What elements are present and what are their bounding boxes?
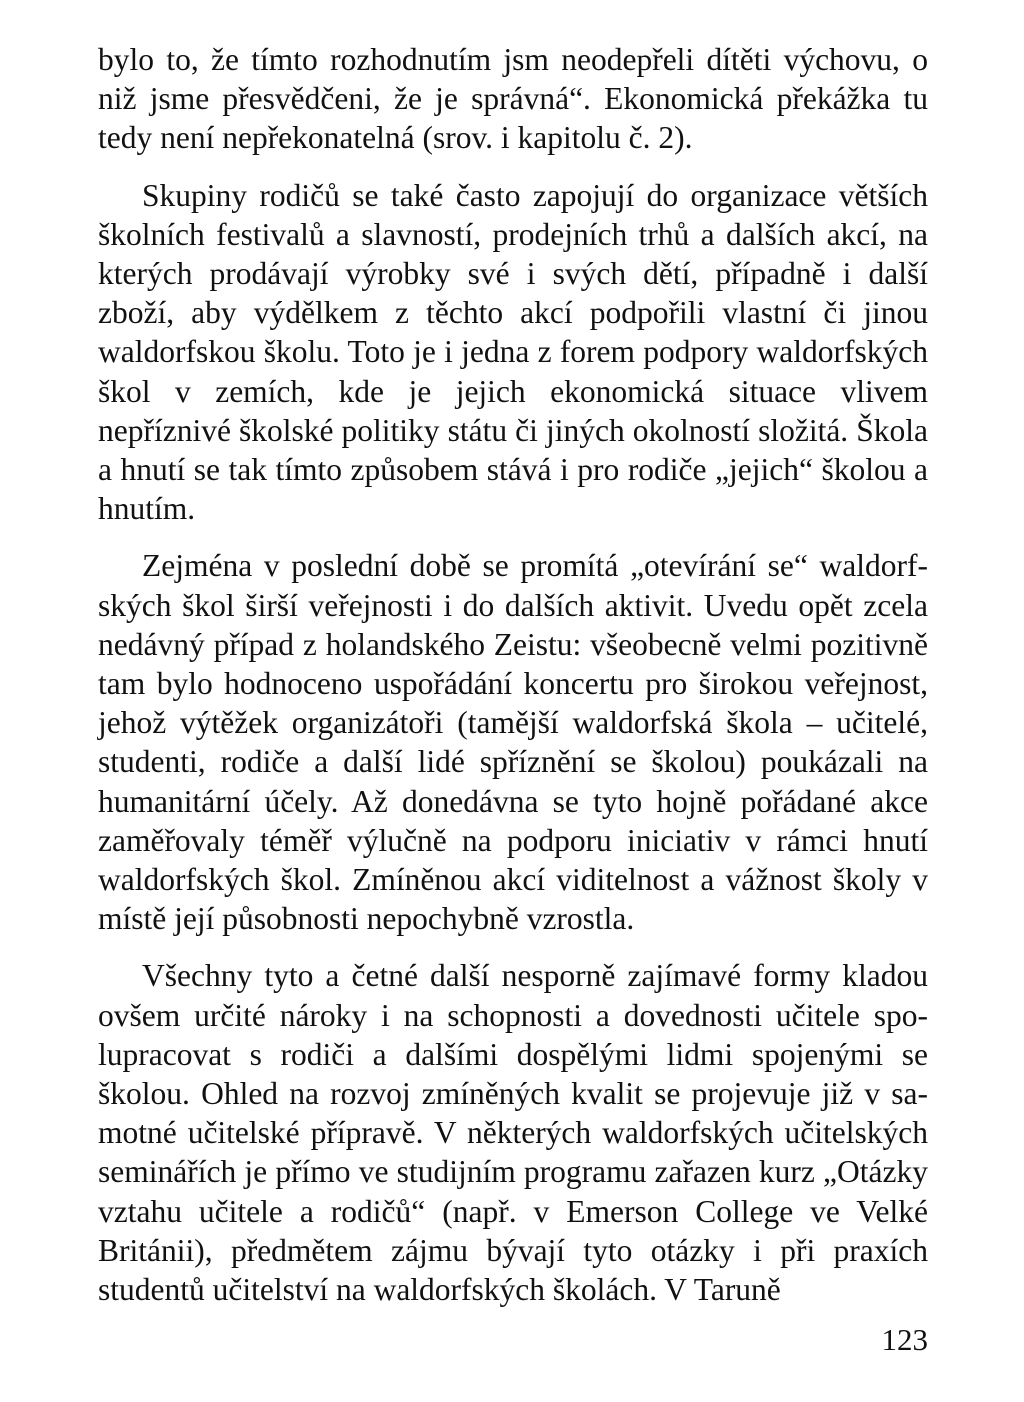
page-number: 123 [881,1322,928,1357]
paragraph-parent-groups: Skupiny rodičů se také často zapojují do organizace větších školních festivalů a slavností, prodejních trhů a dalších akcí, na kterých prodávají výrobky své i svých dětí, případně i další zboží, aby výdělkem z těchto akcí podpořili vlastní či jinou waldorfskou školu. Toto je i jedna z forem podpory waldorfských škol v zemích, kde je jejich ekonomická situace vlivem nepříznivé školské politiky státu či jiných okolností složitá. Škola a hnutí se tak tímto způsobem stává i pro rodiče „jejich“ školou a hnutím. [98,177,928,527]
paragraph-opening-to-public: Zejména v poslední době se promítá „otevírání se“ waldorfských škol širší veřejnosti i do dalších aktivit. Uvedu opět zcela nedávný případ z holandského Zeistu: všeobecně velmi pozitivně tam bylo hodnoceno uspořádání koncertu pro širokou veřejnost, jehož výtěžek organizátoři (tamější waldorfská škola – učitelé, studenti, rodiče a další lidé spříznění se školou) poukázali na humanitární účely. Až donedávna se tyto hojně pořádané akce zaměřovaly téměř výlučně na podporu iniciativ v rámci hnutí waldorfských škol. Zmíněnou akcí viditelnost a vážnost školy v místě její působnosti nepochybně vzrostla. [98,548,928,937]
paragraph-continuation: bylo to, že tímto rozhodnutím jsm neodepřeli dítěti výchovu, o niž jsme přesvědčeni, že je správná“. Ekonomická překážka tu tedy není nepřekonatelná (srov. i kapitolu č. 2). [98,42,928,156]
paragraph-teacher-demands: Všechny tyto a četné další nesporně zajímavé formy kladou ovšem určité nároky i na schopnosti a dovednosti učitele spolupracovat s rodiči a dalšími dospělými lidmi spojenými se školou. Ohled na rozvoj zmíněných kvalit se projevuje již v samotné učitelské přípravě. V některých waldorfských učitelských seminářích je přímo ve studijním programu zařazen kurz „Otázky vztahu učitele a rodičů“ (např. v Emerson College ve Velké Británii), předmětem zájmu bývají tyto otázky i při praxích studentů učitelství na waldorfských školách. V Taruně [98,958,928,1308]
body-text [98,40,928,1309]
